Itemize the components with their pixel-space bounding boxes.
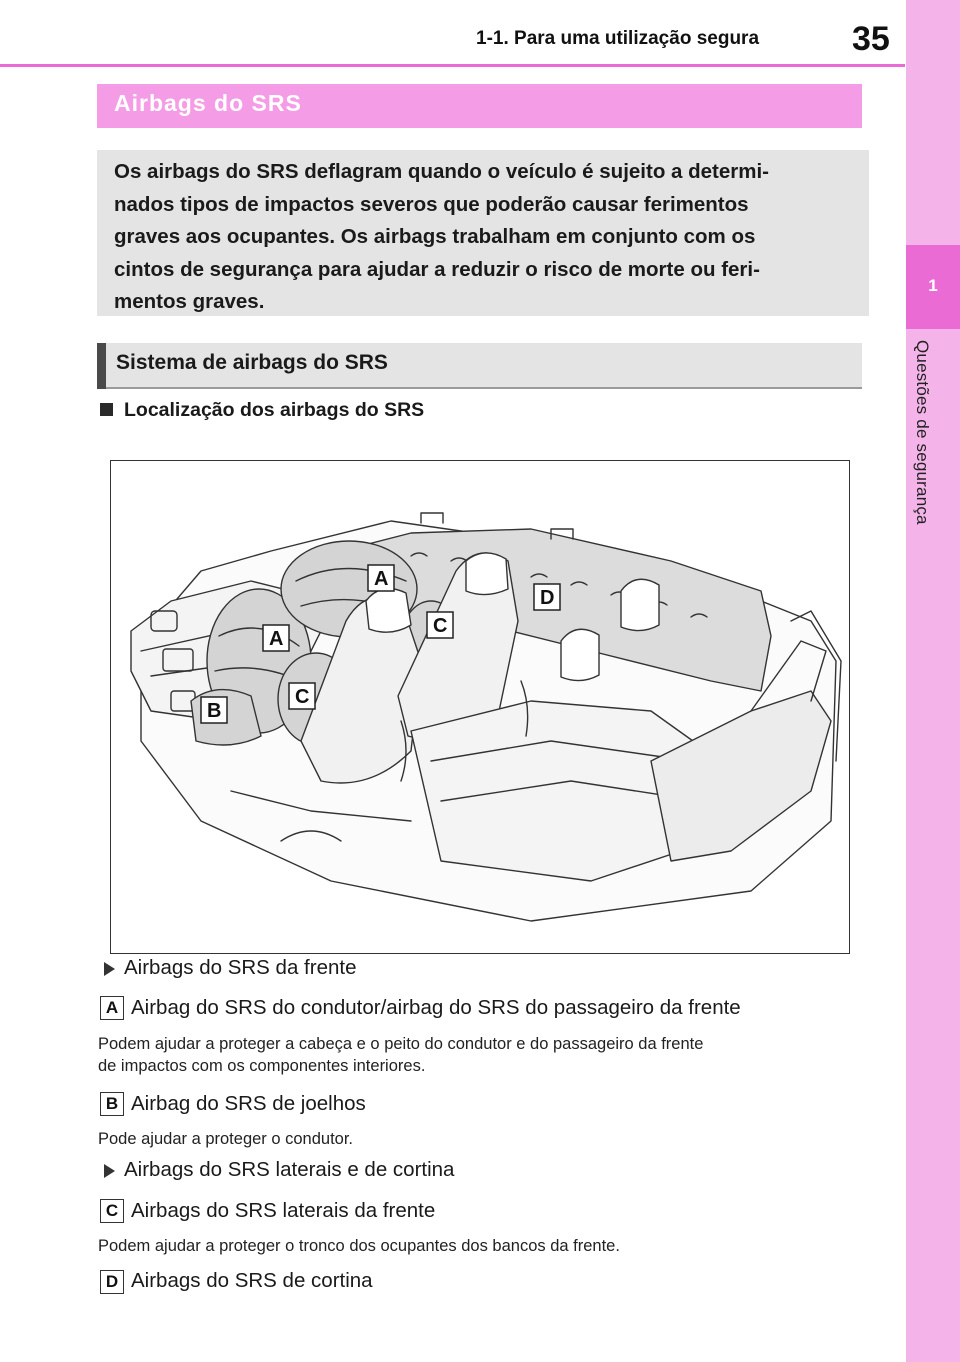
triangle-bullet-icon	[104, 1164, 115, 1178]
subheading: Sistema de airbags do SRS	[116, 351, 388, 374]
description-line: Pode ajudar a proteger o condutor.	[98, 1130, 354, 1148]
item-description	[98, 1033, 888, 1077]
item-label: Airbag do SRS de joelhos	[131, 1092, 366, 1115]
description-line: Podem ajudar a proteger a cabeça e o peito do condutor e do passageiro da frente	[98, 1035, 704, 1053]
intro-line: Os airbags do SRS deflagram quando o veículo é sujeito a determi-	[114, 160, 770, 183]
figure-label-b: B	[207, 700, 222, 722]
description-line: de impactos com os componentes interiores.	[98, 1057, 426, 1075]
header-divider	[0, 64, 905, 67]
chapter-number: 1	[928, 276, 938, 295]
chapter-title: Questões de segurança	[913, 340, 932, 525]
group-title: Airbags do SRS da frente	[124, 956, 357, 979]
car-interior-airbag-illustration	[111, 461, 849, 953]
intro-line: cintos de segurança para ajudar a reduzir o risco de morte ou feri-	[114, 257, 760, 281]
letter-badge-b: B	[100, 1092, 124, 1116]
item-label: Airbags do SRS laterais da frente	[131, 1199, 436, 1222]
item-label: Airbag do SRS do condutor/airbag do SRS do passageiro da frente	[131, 996, 741, 1019]
section-reference: 1-1. Para uma utilização segura	[476, 28, 760, 49]
figure-label-d: D	[540, 587, 555, 609]
letter-badge-d: D	[100, 1270, 124, 1294]
item-description	[98, 1128, 888, 1150]
page-title: Airbags do SRS	[114, 90, 302, 116]
intro-line: mentos graves.	[114, 290, 265, 313]
subheading-bar	[97, 343, 106, 389]
intro-line: nados tipos de impactos severos que poderão causar ferimentos	[114, 192, 749, 216]
figure-label-a: A	[269, 628, 284, 650]
intro-text	[114, 156, 849, 319]
figure-label-a: A	[374, 568, 389, 590]
figure-label-c: C	[295, 686, 310, 708]
triangle-bullet-icon	[104, 962, 115, 976]
figure-label-c: C	[433, 615, 448, 637]
group-title: Airbags do SRS laterais e de cortina	[124, 1158, 455, 1181]
location-heading: Localização dos airbags do SRS	[124, 399, 425, 421]
item-label: Airbags do SRS de cortina	[131, 1269, 373, 1292]
description-line: Podem ajudar a proteger o tronco dos ocupantes dos bancos da frente.	[98, 1237, 620, 1255]
airbag-location-figure	[110, 460, 850, 954]
square-bullet-icon	[100, 403, 113, 416]
chapter-side-tab	[906, 0, 960, 1362]
item-description	[98, 1235, 888, 1257]
letter-badge-c: C	[100, 1199, 124, 1223]
page-number: 35	[852, 20, 890, 58]
letter-badge-a: A	[100, 996, 124, 1020]
intro-line: graves aos ocupantes. Os airbags trabalham em conjunto com os	[114, 225, 756, 248]
